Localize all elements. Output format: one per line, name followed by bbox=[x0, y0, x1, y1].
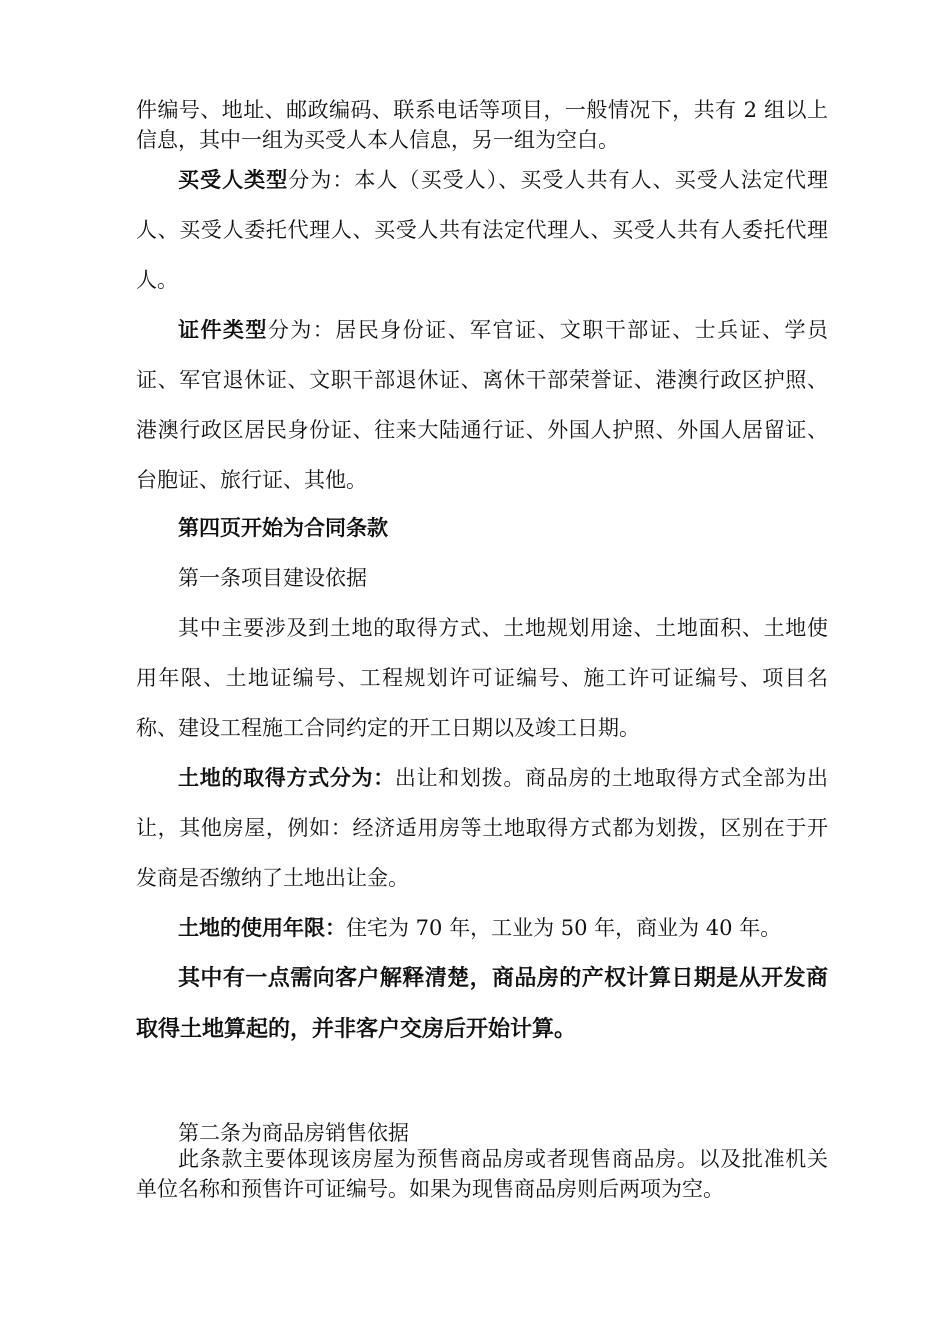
paragraph-text: 住宅为 70 年，工业为 50 年，商业为 40 年。 bbox=[346, 916, 782, 940]
paragraph-text: 件编号、地址、邮政编码、联系电话等项目，一般情况下，共有 2 组以上信息，其中一组为买受人本人信息，另一组为空白。 bbox=[136, 98, 828, 152]
term-buyer-type: 买受人类型 bbox=[178, 167, 289, 192]
paragraph-buyer-type bbox=[136, 155, 828, 305]
heading-text: 第二条为商品房销售依据 bbox=[178, 1121, 409, 1145]
paragraph-land-acquisition bbox=[136, 753, 828, 903]
heading-text: 第四页开始为合同条款 bbox=[178, 515, 388, 540]
article-1-title bbox=[136, 553, 828, 603]
paragraph-important-note bbox=[136, 953, 828, 1055]
paragraph-text: 出让和划拨。商品房的土地取得方式全部为出让，其他房屋，例如：经济适用房等土地取得方式都为划拨，区别在于开发商是否缴纳了土地出让金。 bbox=[136, 766, 829, 890]
term-land-term: 土地的使用年限： bbox=[178, 915, 346, 940]
paragraph-text: 分为：居民身份证、军官证、文职干部证、士兵证、学员证、军官退休证、文职干部退休证、离休干部荣誉证、港澳行政区护照、港澳行政区居民身份证、往来大陆通行证、外国人护照、外国人居留证、台胞证、旅行证、其他。 bbox=[136, 318, 828, 492]
section-heading-contract-terms bbox=[136, 503, 828, 553]
paragraph-article-2-content bbox=[136, 1144, 828, 1204]
paragraph-land-term bbox=[136, 903, 828, 953]
paragraph-article-1-content bbox=[136, 603, 828, 753]
important-note-text: 其中有一点需向客户解释清楚，商品房的产权计算日期是从开发商取得土地算起的，并非客户交房后开始计算。 bbox=[136, 965, 828, 1042]
paragraph-text: 分为：本人（买受人）、买受人共有人、买受人法定代理人、买受人委托代理人、买受人共有法定代理人、买受人共有人委托代理人。 bbox=[136, 168, 829, 292]
paragraph-id-type bbox=[136, 305, 828, 505]
paragraph-text: 其中主要涉及到土地的取得方式、土地规划用途、土地面积、土地使用年限、土地证编号、工程规划许可证编号、施工许可证编号、项目名称、建设工程施工合同约定的开工日期以及竣工日期。 bbox=[136, 616, 828, 740]
term-id-type: 证件类型 bbox=[178, 317, 268, 342]
paragraph-text: 此条款主要体现该房屋为预售商品房或者现售商品房。以及批准机关单位名称和预售许可证编号。如果为现售商品房则后两项为空。 bbox=[136, 1147, 828, 1201]
paragraph-id-fields bbox=[136, 95, 828, 155]
term-land-acquisition: 土地的取得方式分为： bbox=[178, 765, 395, 790]
heading-text: 第一条项目建设依据 bbox=[178, 566, 367, 590]
